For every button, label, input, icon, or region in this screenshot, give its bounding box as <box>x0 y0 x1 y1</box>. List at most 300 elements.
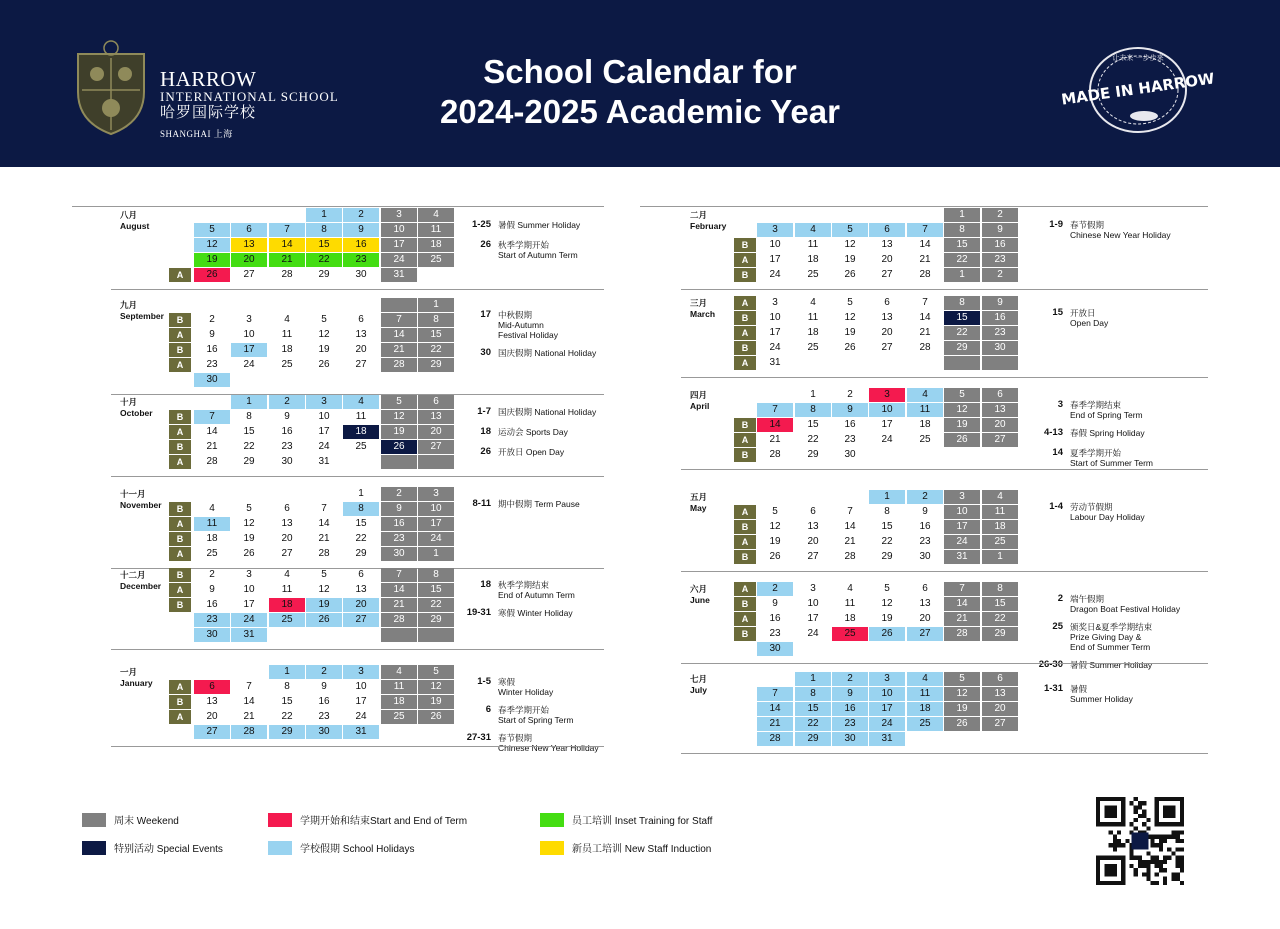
day-cell: 2 <box>847 389 853 400</box>
day-cell: 17 <box>381 238 417 252</box>
day-cell: 3 <box>418 487 454 501</box>
week-badge: B <box>169 502 191 516</box>
event-text: 春季学期结束 <box>1070 400 1122 410</box>
day-cell: 14 <box>381 328 417 342</box>
day-cell: 31 <box>318 456 330 467</box>
day-cell: 8 <box>795 403 831 417</box>
legend-label: 新员工培训 New Staff Induction <box>572 844 712 855</box>
day-cell: 24 <box>869 717 905 731</box>
week-badge: B <box>734 520 756 534</box>
school-crest-logo <box>72 40 150 136</box>
day-cell: 30 <box>355 269 367 280</box>
day-cell: 31 <box>343 725 379 739</box>
day-cell: 8 <box>284 681 290 692</box>
month-label-cn: 六月 <box>690 584 708 594</box>
day-cell: 4 <box>795 223 831 237</box>
title-line1: School Calendar for <box>483 53 797 90</box>
event-text: 夏季学期开始 <box>1070 448 1122 458</box>
day-cell: 3 <box>246 314 252 325</box>
day-cell: 3 <box>869 672 905 686</box>
event-text: Chinese New Year Holiday <box>1070 230 1171 240</box>
day-cell: 4 <box>982 490 1018 504</box>
day-cell: 6 <box>284 503 290 514</box>
day-cell: 23 <box>206 359 218 370</box>
legend-item-weekend <box>82 812 179 827</box>
day-cell: 1 <box>810 389 816 400</box>
day-cell: 13 <box>281 518 293 529</box>
day-cell: 4 <box>284 569 290 580</box>
week-badge: A <box>734 356 756 370</box>
day-cell: 16 <box>343 238 379 252</box>
day-cell: 8 <box>884 506 890 517</box>
month-label <box>120 210 149 232</box>
day-cell: 25 <box>982 535 1018 549</box>
day-cell: 13 <box>919 598 931 609</box>
month-divider <box>681 663 1208 664</box>
event-text: 寒假 <box>498 677 516 687</box>
week-badge: A <box>734 296 756 310</box>
day-cell: 19 <box>381 425 417 439</box>
week-badge: B <box>734 238 756 252</box>
day-cell: 3 <box>869 388 905 402</box>
day-cell <box>418 455 454 469</box>
day-cell: 28 <box>844 551 856 562</box>
day-cell: 26 <box>944 433 980 447</box>
day-cell: 21 <box>919 254 931 265</box>
day-cell <box>381 628 417 642</box>
day-cell: 20 <box>418 425 454 439</box>
day-cell: 19 <box>194 253 230 267</box>
day-cell: 10 <box>243 329 255 340</box>
legend-item-holiday <box>268 840 414 855</box>
event-text: 颁奖日&夏季学期结束 <box>1070 622 1153 632</box>
week-badge: B <box>169 532 191 546</box>
week-badge: B <box>734 597 756 611</box>
legend-swatch <box>268 841 292 855</box>
day-cell: 25 <box>281 359 293 370</box>
month-label-en: February <box>690 221 727 231</box>
day-cell: 19 <box>944 702 980 716</box>
day-cell: 9 <box>209 329 215 340</box>
month-divider <box>111 476 604 477</box>
day-cell: 22 <box>418 598 454 612</box>
day-cell: 22 <box>944 326 980 340</box>
month-label <box>690 674 707 696</box>
week-badge: A <box>169 358 191 372</box>
event-text: Open Day <box>1070 318 1109 328</box>
day-cell: 24 <box>355 711 367 722</box>
day-cell: 26 <box>381 440 417 454</box>
school-name-line2: INTERNATIONAL SCHOOL <box>160 89 339 104</box>
day-cell <box>381 298 417 312</box>
legend-swatch <box>268 813 292 827</box>
day-cell: 11 <box>194 517 230 531</box>
event-item <box>441 608 641 618</box>
day-cell: 1 <box>306 208 342 222</box>
day-cell: 29 <box>418 358 454 372</box>
day-cell: 30 <box>919 551 931 562</box>
school-location: SHANGHAI 上海 <box>160 129 233 139</box>
day-cell: 5 <box>418 665 454 679</box>
day-cell: 6 <box>418 395 454 409</box>
day-cell: 7 <box>757 687 793 701</box>
day-cell: 28 <box>318 548 330 559</box>
month-label-en: November <box>120 500 162 510</box>
day-cell: 26 <box>243 548 255 559</box>
day-cell: 20 <box>343 598 379 612</box>
month-divider <box>681 377 1208 378</box>
event-date: 6 <box>485 704 491 715</box>
event-text: Labour Day Holiday <box>1070 512 1145 522</box>
day-cell: 20 <box>231 253 267 267</box>
event-date: 3 <box>1057 399 1063 410</box>
day-cell: 20 <box>807 536 819 547</box>
event-item <box>441 580 641 600</box>
day-cell: 11 <box>418 223 454 237</box>
week-badge: B <box>169 343 191 357</box>
day-cell: 15 <box>243 426 255 437</box>
day-cell: 14 <box>269 238 305 252</box>
day-cell: 9 <box>832 403 868 417</box>
day-cell: 5 <box>884 583 890 594</box>
day-cell: 7 <box>246 681 252 692</box>
event-text: Summer Holiday <box>1070 694 1133 704</box>
day-cell: 21 <box>269 253 305 267</box>
event-item <box>441 705 641 725</box>
day-cell: 22 <box>982 612 1018 626</box>
day-cell: 24 <box>318 441 330 452</box>
event-text: End of Autumn Term <box>498 590 575 600</box>
day-cell: 4 <box>810 297 816 308</box>
event-text: Start of Spring Term <box>498 715 574 725</box>
month-label-en: June <box>690 595 710 605</box>
day-cell: 30 <box>757 642 793 656</box>
month-label <box>120 300 164 322</box>
day-cell: 10 <box>807 598 819 609</box>
day-cell: 20 <box>206 711 218 722</box>
day-cell: 28 <box>919 342 931 353</box>
day-cell: 3 <box>810 583 816 594</box>
day-cell <box>944 356 980 370</box>
day-cell: 18 <box>269 598 305 612</box>
day-cell: 22 <box>795 717 831 731</box>
event-item <box>441 733 641 753</box>
week-badge: A <box>734 433 756 447</box>
week-badge: A <box>734 505 756 519</box>
day-cell: 11 <box>982 505 1018 519</box>
day-cell: 31 <box>869 732 905 746</box>
month-label-cn: 三月 <box>690 298 708 308</box>
week-badge: A <box>169 710 191 724</box>
day-cell: 4 <box>381 665 417 679</box>
month-label-cn: 二月 <box>690 210 708 220</box>
day-cell: 4 <box>343 395 379 409</box>
day-cell: 3 <box>343 665 379 679</box>
day-cell: 15 <box>355 518 367 529</box>
month-label <box>690 584 710 606</box>
week-badge: A <box>169 268 191 282</box>
event-date: 2 <box>1057 593 1063 604</box>
day-cell: 26 <box>844 269 856 280</box>
day-cell: 27 <box>343 613 379 627</box>
month-label <box>690 390 709 412</box>
week-badge: A <box>169 328 191 342</box>
week-badge: A <box>734 326 756 340</box>
day-cell: 15 <box>795 702 831 716</box>
day-cell: 30 <box>306 725 342 739</box>
month-label-cn: 八月 <box>120 210 138 220</box>
week-badge: B <box>734 268 756 282</box>
day-cell: 11 <box>281 584 293 595</box>
legend-item-term <box>268 812 467 827</box>
day-cell: 12 <box>318 584 330 595</box>
day-cell: 13 <box>881 239 893 250</box>
day-cell: 1 <box>231 395 267 409</box>
month-label-en: April <box>690 401 710 411</box>
day-cell: 31 <box>231 628 267 642</box>
week-badge: A <box>169 583 191 597</box>
day-cell: 19 <box>844 327 856 338</box>
day-cell: 4 <box>907 388 943 402</box>
day-cell: 2 <box>343 208 379 222</box>
month-divider <box>111 649 604 650</box>
day-cell: 27 <box>418 440 454 454</box>
event-item <box>1013 428 1213 438</box>
day-cell: 9 <box>321 681 327 692</box>
day-cell: 1 <box>358 488 364 499</box>
day-cell: 28 <box>281 269 293 280</box>
event-text: 劳动节假期 <box>1070 502 1113 512</box>
day-cell: 6 <box>194 680 230 694</box>
day-cell: 2 <box>982 208 1018 222</box>
stamp-text: MADE IN HARROW <box>1060 69 1216 109</box>
event-item <box>1013 660 1213 670</box>
event-item <box>441 348 641 358</box>
event-text: Winter Holiday <box>498 687 554 697</box>
day-cell: 6 <box>358 314 364 325</box>
day-cell: 22 <box>418 343 454 357</box>
day-cell: 17 <box>807 613 819 624</box>
day-cell: 9 <box>343 223 379 237</box>
event-text: 端午假期 <box>1070 594 1105 604</box>
day-cell: 13 <box>231 238 267 252</box>
week-badge: A <box>169 517 191 531</box>
day-cell: 26 <box>944 717 980 731</box>
day-cell: 22 <box>243 441 255 452</box>
day-cell: 8 <box>343 502 379 516</box>
month-label <box>120 570 161 592</box>
week-badge: A <box>734 535 756 549</box>
month-label-en: July <box>690 685 708 695</box>
month-label <box>120 489 162 511</box>
day-cell: 23 <box>982 253 1018 267</box>
day-cell: 12 <box>381 410 417 424</box>
day-cell: 7 <box>757 403 793 417</box>
day-cell: 15 <box>807 419 819 430</box>
month-divider <box>681 571 1208 572</box>
day-cell: 22 <box>281 711 293 722</box>
month-label-en: May <box>690 503 707 513</box>
day-cell: 9 <box>982 223 1018 237</box>
day-cell: 7 <box>381 313 417 327</box>
legend-swatch <box>540 813 564 827</box>
event-text: End of Spring Term <box>1070 410 1143 420</box>
day-cell: 21 <box>919 327 931 338</box>
day-cell: 21 <box>318 533 330 544</box>
day-cell: 3 <box>772 297 778 308</box>
day-cell: 2 <box>269 395 305 409</box>
day-cell: 25 <box>807 269 819 280</box>
day-cell: 17 <box>881 419 893 430</box>
day-cell: 14 <box>919 312 931 323</box>
event-date: 30 <box>480 347 491 358</box>
week-badge: B <box>734 448 756 462</box>
day-cell: 24 <box>243 359 255 370</box>
school-name-chinese: 哈罗国际学校 <box>160 105 257 121</box>
day-cell: 4 <box>418 208 454 222</box>
day-cell: 20 <box>881 327 893 338</box>
month-label-cn: 十一月 <box>120 489 146 499</box>
event-date: 27-31 <box>466 732 491 743</box>
day-cell: 17 <box>355 696 367 707</box>
day-cell: 21 <box>844 536 856 547</box>
month-label-cn: 十月 <box>120 397 138 407</box>
event-text: 秋季学期结束 <box>498 580 550 590</box>
day-cell: 16 <box>318 696 330 707</box>
day-cell: 2 <box>306 665 342 679</box>
legend-swatch <box>82 813 106 827</box>
event-date: 18 <box>480 579 491 590</box>
day-cell: 22 <box>944 253 980 267</box>
day-cell: 23 <box>844 434 856 445</box>
day-cell: 10 <box>318 411 330 422</box>
month-divider <box>681 469 1208 470</box>
day-cell: 29 <box>982 627 1018 641</box>
day-cell: 14 <box>381 583 417 597</box>
event-text: 春季学期开始 <box>498 705 550 715</box>
day-cell: 28 <box>769 449 781 460</box>
day-cell: 29 <box>795 732 831 746</box>
day-cell: 9 <box>922 506 928 517</box>
day-cell: 3 <box>246 569 252 580</box>
day-cell: 14 <box>206 426 218 437</box>
day-cell: 22 <box>881 536 893 547</box>
day-cell: 23 <box>343 253 379 267</box>
event-date: 1-25 <box>471 219 491 230</box>
day-cell: 27 <box>355 359 367 370</box>
month-label-cn: 十二月 <box>120 570 146 580</box>
day-cell: 12 <box>881 598 893 609</box>
event-date: 15 <box>1052 307 1063 318</box>
day-cell: 23 <box>381 532 417 546</box>
day-cell: 2 <box>209 569 215 580</box>
day-cell: 16 <box>982 311 1018 325</box>
event-item <box>441 310 641 340</box>
day-cell: 14 <box>919 239 931 250</box>
event-item <box>441 220 641 230</box>
day-cell: 24 <box>807 628 819 639</box>
made-in-harrow-stamp <box>1060 44 1216 136</box>
event-item <box>441 240 641 260</box>
day-cell: 8 <box>944 223 980 237</box>
month-label-en: August <box>120 221 150 231</box>
day-cell: 27 <box>982 717 1018 731</box>
day-cell: 27 <box>881 269 893 280</box>
day-cell: 25 <box>832 627 868 641</box>
event-item <box>1013 448 1213 468</box>
day-cell: 10 <box>769 239 781 250</box>
day-cell: 1 <box>944 208 980 222</box>
day-cell: 16 <box>832 702 868 716</box>
day-cell: 23 <box>982 326 1018 340</box>
day-cell: 16 <box>919 521 931 532</box>
event-item <box>441 407 641 417</box>
day-cell: 15 <box>944 238 980 252</box>
day-cell: 12 <box>944 687 980 701</box>
event-date: 26 <box>480 446 491 457</box>
week-badge: B <box>734 418 756 432</box>
legend-swatch <box>540 841 564 855</box>
month-label-en: September <box>120 311 164 321</box>
day-cell: 6 <box>922 583 928 594</box>
day-cell: 30 <box>194 373 230 387</box>
day-cell: 28 <box>381 358 417 372</box>
day-cell: 30 <box>194 628 230 642</box>
day-cell: 26 <box>194 268 230 282</box>
day-cell: 16 <box>206 344 218 355</box>
day-cell: 11 <box>907 403 943 417</box>
event-text: Festival Holiday <box>498 330 558 340</box>
day-cell: 12 <box>418 680 454 694</box>
month-label-cn: 九月 <box>120 300 138 310</box>
day-cell: 29 <box>881 551 893 562</box>
day-cell: 5 <box>832 223 868 237</box>
event-text: 寒假 Winter Holiday <box>498 608 573 618</box>
day-cell: 18 <box>281 344 293 355</box>
title-line2: 2024-2025 Academic Year <box>440 93 840 130</box>
day-cell: 24 <box>881 434 893 445</box>
event-text: 国庆假期 National Holiday <box>498 407 597 417</box>
day-cell: 9 <box>209 584 215 595</box>
day-cell: 16 <box>769 613 781 624</box>
day-cell: 16 <box>381 517 417 531</box>
day-cell: 11 <box>844 598 856 609</box>
event-date: 8-11 <box>472 498 491 509</box>
week-badge: B <box>169 598 191 612</box>
day-cell: 27 <box>243 269 255 280</box>
day-cell: 6 <box>884 297 890 308</box>
event-text: 春节假期 <box>498 733 533 743</box>
day-cell: 9 <box>982 296 1018 310</box>
day-cell: 23 <box>919 536 931 547</box>
day-cell: 26 <box>869 627 905 641</box>
day-cell: 5 <box>944 672 980 686</box>
event-text: 春假 Spring Holiday <box>1070 428 1145 438</box>
day-cell: 18 <box>206 533 218 544</box>
day-cell: 6 <box>982 672 1018 686</box>
legend-item-special <box>82 840 223 855</box>
day-cell: 9 <box>832 687 868 701</box>
day-cell: 24 <box>769 342 781 353</box>
day-cell: 1 <box>795 672 831 686</box>
day-cell: 3 <box>944 490 980 504</box>
day-cell: 29 <box>355 548 367 559</box>
day-cell: 21 <box>206 441 218 452</box>
week-badge: A <box>169 455 191 469</box>
day-cell: 28 <box>381 613 417 627</box>
day-cell: 2 <box>209 314 215 325</box>
day-cell: 25 <box>807 342 819 353</box>
